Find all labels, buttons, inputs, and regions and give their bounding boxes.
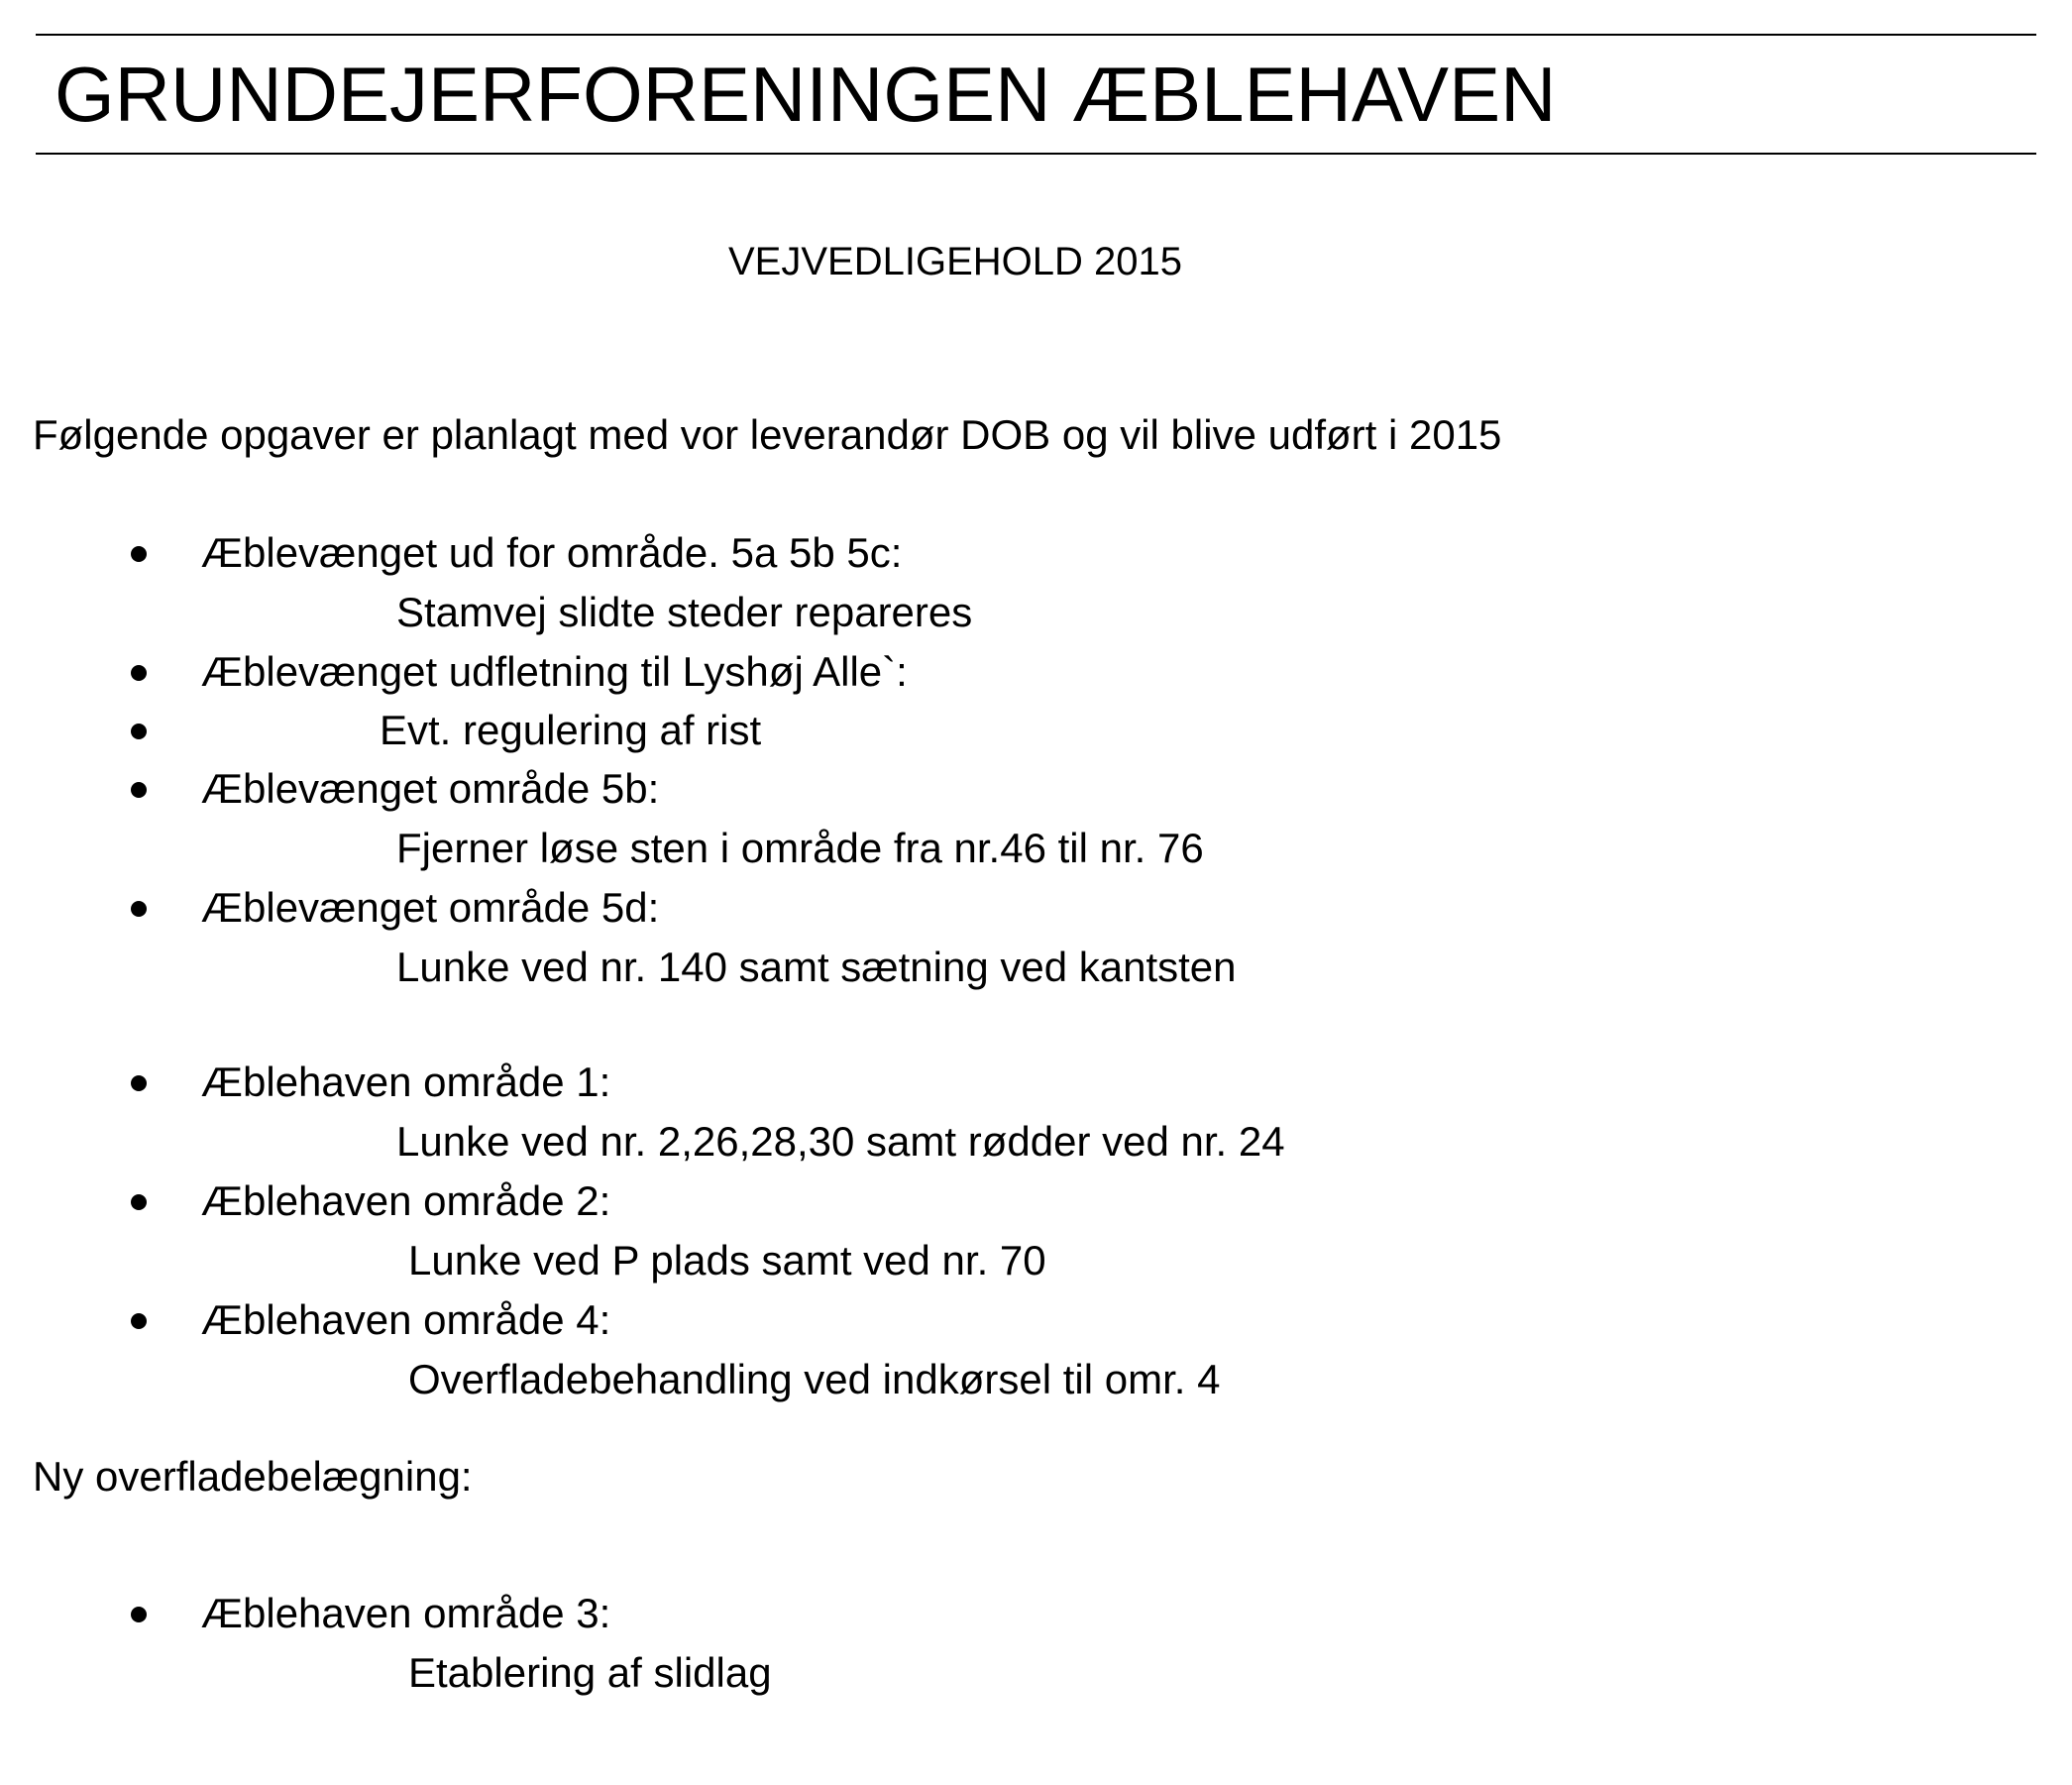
list-item-label: Æblehaven område 1:: [201, 1059, 611, 1105]
list-item-label: Æblevænget udfletning til Lyshøj Alle`:: [201, 648, 908, 695]
list-item-label: Æblehaven område 2:: [201, 1177, 611, 1224]
list-item: [0, 1290, 2072, 1409]
list-item-label: Æblehaven område 3:: [201, 1590, 611, 1636]
list-item: [0, 523, 2072, 642]
bullet-icon: [131, 901, 147, 917]
list-item-head: [0, 759, 2072, 818]
bullet-list-aeblehaven: [0, 1053, 2072, 1409]
list-item: [0, 1171, 2072, 1290]
list-item-head: [0, 1053, 2072, 1111]
list-item-detail: [0, 582, 2072, 642]
list-item: [0, 1584, 2072, 1703]
bullet-icon: [131, 546, 147, 562]
list-item-head: [0, 1171, 2072, 1230]
list-item: [0, 759, 2072, 878]
list-item-head: [0, 1584, 2072, 1642]
list-item-label: Evt. regulering af rist: [380, 707, 762, 753]
list-item-label: Æblevænget område 5b:: [201, 765, 660, 812]
list-item-label: Æblehaven område 4:: [201, 1296, 611, 1343]
list-item: [0, 701, 2072, 759]
list-item: [0, 642, 2072, 701]
section-heading-ny-overfladebelaegning: Ny overfladebelægning:: [33, 1453, 473, 1500]
list-item: [0, 1053, 2072, 1171]
list-item-detail: [0, 937, 2072, 997]
list-item-detail: [0, 1349, 2072, 1409]
list-item-detail: [0, 818, 2072, 878]
list-item-detail: [0, 1230, 2072, 1290]
list-item-detail-text: Lunke ved nr. 2,26,28,30 samt rødder ved nr. 24: [396, 1118, 1285, 1165]
bullet-icon: [131, 1607, 147, 1622]
list-item-head: [0, 523, 2072, 582]
list-item-head: [0, 701, 2072, 759]
bullet-icon: [131, 665, 147, 681]
list-item-detail-text: Lunke ved P plads samt ved nr. 70: [408, 1237, 1046, 1283]
bullet-icon: [131, 1194, 147, 1210]
bullet-icon: [131, 782, 147, 798]
list-item-detail-text: Etablering af slidlag: [408, 1649, 772, 1696]
list-item-detail-text: Fjerner løse sten i område fra nr.46 til nr. 76: [396, 825, 1204, 871]
page-title: GRUNDEJERFORENINGEN ÆBLEHAVEN: [55, 51, 1557, 138]
list-item-detail: [0, 1642, 2072, 1703]
list-item-label: Æblevænget ud for område. 5a 5b 5c:: [201, 529, 903, 576]
bullet-list-aeblevaenget: [0, 523, 2072, 997]
list-item-detail-text: Stamvej slidte steder repareres: [396, 589, 973, 635]
intro-paragraph: Følgende opgaver er planlagt med vor leverandør DOB og vil blive udført i 2015: [33, 411, 1502, 458]
list-item-detail-text: Overfladebehandling ved indkørsel til omr. 4: [408, 1356, 1221, 1402]
document-subtitle: VEJVEDLIGEHOLD 2015: [728, 240, 1182, 283]
list-item-detail-text: Lunke ved nr. 140 samt sætning ved kantsten: [396, 944, 1237, 990]
list-item-label: Æblevænget område 5d:: [201, 884, 660, 931]
bullet-icon: [131, 1313, 147, 1329]
bullet-icon: [131, 724, 147, 739]
list-item-head: [0, 878, 2072, 937]
list-item-detail: [0, 1111, 2072, 1171]
list-item-head: [0, 642, 2072, 701]
list-item: [0, 878, 2072, 997]
document-header: [36, 34, 2036, 155]
list-item-head: [0, 1290, 2072, 1349]
bullet-list-ny-overfladebelaegning: [0, 1584, 2072, 1703]
bullet-icon: [131, 1075, 147, 1091]
